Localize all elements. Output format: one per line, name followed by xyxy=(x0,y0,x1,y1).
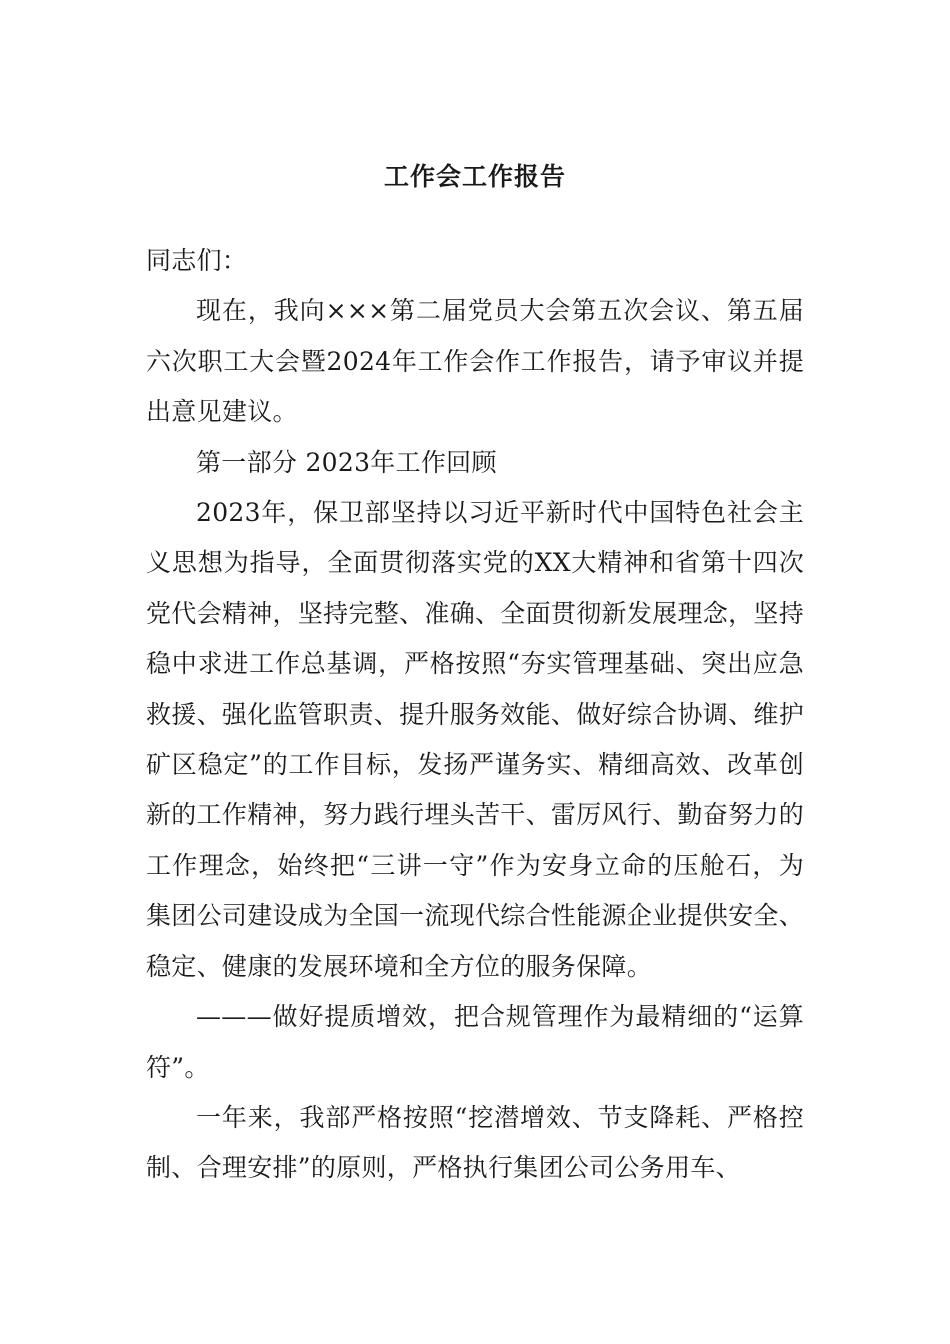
salutation: 同志们： xyxy=(146,246,248,275)
document-title: 工作会工作报告 xyxy=(383,162,566,191)
paragraph-intro: 现在，我向×××第二届党员大会第五次会议、第五届六次职工大会暨2024年工作会作工作报告，请予审议并提出意见建议。 xyxy=(146,296,804,427)
document-body xyxy=(146,236,804,1194)
paragraph-review: 2023年，保卫部坚持以习近平新时代中国特色社会主义思想为指导，全面贯彻落实党的XX大精神和省第十四次党代会精神，坚持完整、准确、全面贯彻新发展理念，坚持稳中求进工作总基调，严格按照“夯实管理基础、突出应急救援、强化监管职责、提升服务效能、做好综合协调、维护矿区稳定”的工作目标，发扬严谨务实、精细高效、改革创新的工作精神，努力践行埋头苦干、雷厉风行、勤奋努力的工作理念，始终把“三讲一守”作为安身立命的压舱石，为集团公司建设成为全国一流现代综合性能源企业提供安全、稳定、健康的发展环境和全方位的服务保障。 xyxy=(146,498,804,981)
subsection-heading: ———做好提质增效，把合规管理作为最精细的“运算符”。 xyxy=(146,1002,804,1082)
section-heading: 第一部分 2023年工作回顾 xyxy=(196,447,497,477)
paragraph-compliance: 一年来，我部严格按照“挖潜增效、节支降耗、严格控制、合理安排”的原则，严格执行集团公司公务用车、 xyxy=(146,1102,804,1183)
